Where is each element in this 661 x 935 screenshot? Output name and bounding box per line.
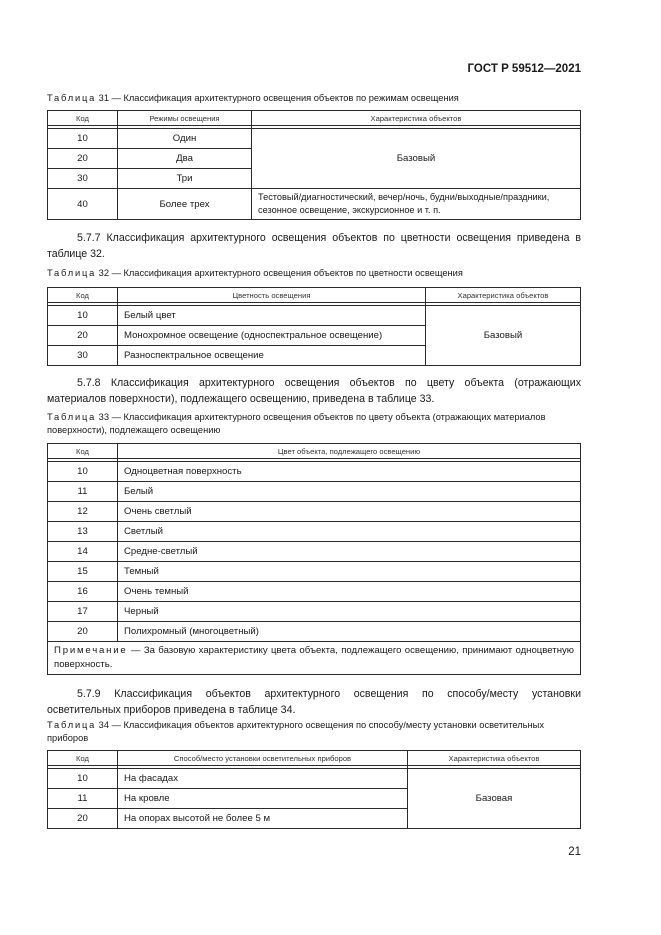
table-row: 11 На кровле [48,789,581,809]
table34-char: Базовая [408,769,581,829]
table34-header-value: Способ/место установки осветительных приборов [118,751,408,766]
paragraph-5-7-7: 5.7.7 Классификация архитектурного освещения объектов по цветности освещения приведена в таблице 32. [47,232,581,260]
table34-caption: Таблица 34 — Классификация объектов архитектурного освещения по способу/месту установки осветительных приборов [47,720,544,743]
page-number: 21 [568,846,581,858]
table31-caption: Таблица 31 — Классификация архитектурного освещения объектов по режимам освещения [47,93,459,103]
table-row: 13 Светлый [48,522,581,542]
table-row: 20 Монохромное освещение (односпектральное освещение) [48,326,581,346]
table-row: 20 Полихромный (многоцветный) [48,622,581,642]
table31-header-code: Код [48,111,118,126]
standard-header: ГОСТ Р 59512—2021 [467,63,581,75]
table31-char-basic: Базовый [252,129,581,189]
table32-header-code: Код [48,288,118,303]
table31-char-last: Тестовый/диагностический, вечер/ночь, будни/выходные/праздники, сезонное освещение, экскурсионное и т. п. [252,189,581,220]
table-row: 16 Очень темный [48,582,581,602]
table31 [47,110,581,220]
table34-header-char: Характеристика объектов [408,751,581,766]
table-row: 14 Средне-светлый [48,542,581,562]
table-row: 17 Черный [48,602,581,622]
table-row: 10 Белый цвет Базовый [48,306,581,326]
table33-header-code: Код [48,444,118,459]
paragraph-5-7-8: 5.7.8 Классификация архитектурного освещения объектов по цвету объекта (отражающих материалов поверхности), подлежащего освещению, приведена в таблице 33. [47,377,581,405]
table-row: 10 Одноцветная поверхность [48,462,581,482]
table-row: 30 Разноспектральное освещение [48,346,581,366]
table33 [47,443,581,675]
paragraph-5-7-9: 5.7.9 Классификация объектов архитектурного освещения по способу/месту установки осветительных приборов приведена в таблице 34. [47,688,581,716]
table-row: 12 Очень светлый [48,502,581,522]
table33-header-value: Цвет объекта, подлежащего освещению [118,444,581,459]
table-row: 10 Один Базовый [48,129,581,149]
table31-header-mode: Режимы освещения [118,111,252,126]
table32-header-value: Цветность освещения [118,288,426,303]
table-row: 20 На опорах высотой не более 5 м [48,809,581,829]
table34-header-code: Код [48,751,118,766]
table-row: 15 Темный [48,562,581,582]
table-row: 30 Три [48,169,581,189]
table-row: 40 Более трех Тестовый/диагностический, вечер/ночь, будни/выходные/праздники, сезонное освещение, экскурсионное и т. п. [48,189,581,220]
table32-caption: Таблица 32 — Классификация архитектурного освещения объектов по цветности освещения [47,268,463,278]
table33-caption: Таблица 33 — Классификация архитектурного освещения объектов по цвету объекта (отражающих материалов поверхности), подлежащего освещению [47,412,546,435]
table-row: 11 Белый [48,482,581,502]
table33-note: Примечание — За базовую характеристику цвета объекта, подлежащего освещению, принимают одноцветную поверхность. [48,642,581,675]
table32 [47,287,581,366]
table-row: 10 На фасадах Базовая [48,769,581,789]
table32-char: Базовый [426,306,581,366]
table32-header-char: Характеристика объектов [426,288,581,303]
table-row: 20 Два [48,149,581,169]
table34 [47,750,581,829]
table31-header-char: Характеристика объектов [252,111,581,126]
